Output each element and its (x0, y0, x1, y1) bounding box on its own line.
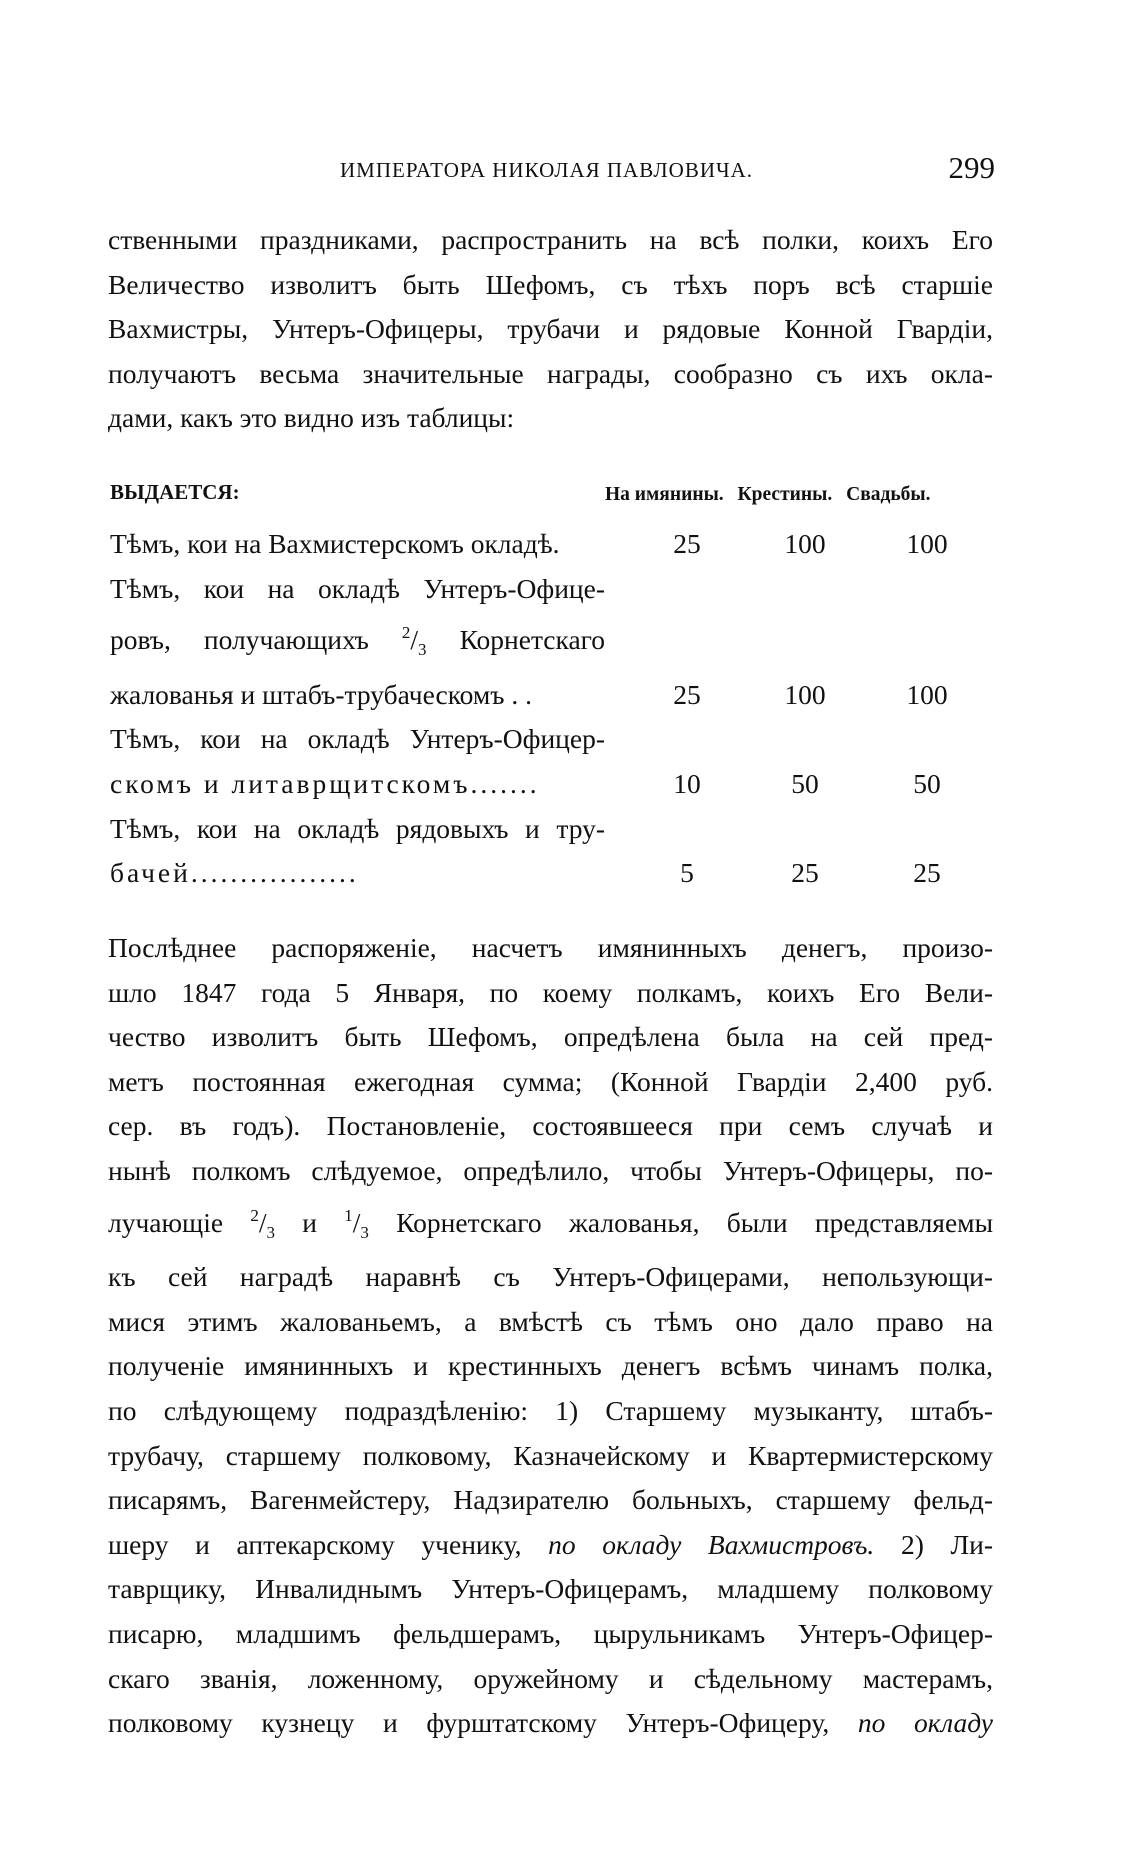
column-header-wedding: Свадьбы. (846, 484, 931, 505)
cell-wedding: 100 (906, 678, 948, 710)
text-line: Вахмистры, Унтеръ-Офицеры, трубачи и рядовые Конной Гвардіи, (108, 313, 993, 345)
text-fragment: лучающіе (108, 1206, 224, 1238)
text-line: шло 1847 года 5 Января, по коему полкамъ, коихъ Его Вели- (108, 976, 993, 1008)
fraction-denominator: 3 (266, 1222, 275, 1242)
row-label (110, 522, 605, 567)
paragraph-intro (108, 218, 993, 441)
cell-wedding: 25 (913, 857, 941, 889)
cell-wedding: 100 (906, 528, 948, 559)
cell-nameday: 5 (680, 857, 694, 889)
row-label-line: Тѣмъ, кои на окладѣ рядовыхъ и тру- (110, 812, 605, 844)
text-line: дами, какъ это видно изъ таблицы: (108, 402, 515, 434)
text-line: таврщику, Инвалиднымъ Унтеръ-Офицерамъ, младшему полковому (108, 1573, 993, 1605)
row-label-line (110, 611, 605, 673)
cell-christening: 50 (791, 767, 819, 799)
row-label (110, 567, 605, 718)
text-line: мися этимъ жалованьемъ, а вмѣстѣ съ тѣмъ оно дало право на (108, 1305, 993, 1337)
cell-wedding: 50 (913, 767, 941, 799)
table-row (110, 567, 985, 718)
text-fragment: и (302, 1206, 317, 1238)
text-fragment: 2) Ли- (900, 1528, 994, 1560)
cell-nameday: 25 (673, 678, 701, 710)
column-header-christening: Крестины. (737, 484, 833, 505)
italic-phrase: по окладу Вахмистровъ. (548, 1528, 875, 1560)
text-fragment: полковому кузнецу и фурштатскому Унтеръ-Офицеру, (108, 1707, 830, 1739)
fraction-numerator: 2 (250, 1205, 259, 1225)
text-line (108, 1194, 993, 1256)
column-header-nameday: На имянины. (605, 484, 724, 505)
paragraph-main (108, 926, 993, 1746)
text-line: нынѣ полкомъ слѣдуемое, опредѣлило, чтобы Унтеръ-Офицеры, по- (108, 1154, 993, 1186)
text-line: чество изволитъ быть Шефомъ, опредѣлена была на сей пред- (108, 1021, 993, 1053)
column-headers (605, 484, 940, 506)
row-label (110, 717, 605, 806)
row-label-fragment: ровъ, получающихъ (110, 624, 369, 656)
table-row (110, 717, 985, 806)
text-line: трубачу, старшему полковому, Казначейскому и Квартермистерскому (108, 1439, 993, 1471)
text-line: скаго званія, ложенному, оружейному и сѣдельному мастерамъ, (108, 1662, 993, 1694)
text-fragment: Корнетскаго жалованья, были представляемы (396, 1206, 994, 1238)
fraction-numerator: 1 (344, 1205, 353, 1225)
text-line: сер. въ годъ). Постановленіе, состоявшееся при семъ случаѣ и (108, 1110, 993, 1142)
cell-christening: 100 (784, 678, 826, 710)
text-line: писарю, младшимъ фельдшерамъ, цырульникамъ Унтеръ-Офицер- (108, 1617, 993, 1649)
text-line: метъ постоянная ежегодная сумма; (Конной Гвардіи 2,400 руб. (108, 1065, 993, 1097)
fraction: $^1/_3$ (344, 1205, 369, 1242)
text-line: писарямъ, Вагенмейстеру, Надзирателю больныхъ, старшему фельд- (108, 1484, 993, 1516)
row-label (110, 807, 605, 896)
row-label-line: жалованья и штабъ-трубаческомъ . . (110, 678, 533, 710)
text-fragment: шеру и аптекарскому ученику, (108, 1528, 522, 1560)
table-row (110, 522, 985, 567)
running-title: ИМПЕРАТОРА НИКОЛАЯ ПАВЛОВИЧА. (340, 158, 754, 182)
text-line: Послѣднее распоряженіе, насчетъ имянинныхъ денегъ, произо- (108, 932, 993, 963)
fraction-denominator: 3 (418, 640, 427, 660)
row-label-line: бачей................. (110, 857, 359, 889)
cell-nameday: 10 (673, 767, 701, 799)
fraction-numerator: 2 (401, 623, 411, 643)
text-line: по слѣдующему подраздѣленію: 1) Старшему музыканту, штабъ- (108, 1394, 993, 1426)
text-line (108, 1701, 993, 1746)
row-label-line: Тѣмъ, кои на окладѣ Унтеръ-Офицер- (110, 723, 605, 755)
row-label-line: Тѣмъ, кои на Вахмистерскомъ окладѣ. (110, 528, 560, 559)
table-row (110, 807, 985, 896)
row-label-line: Тѣмъ, кои на окладѣ Унтеръ-Офице- (110, 572, 605, 604)
cell-christening: 100 (784, 528, 826, 559)
page-number: 299 (948, 150, 995, 185)
text-line: полученіе имянинныхъ и крестинныхъ денегъ всѣмъ чинамъ полка, (108, 1350, 993, 1382)
fraction-denominator: 3 (360, 1222, 369, 1242)
row-label-fragment: Корнетскаго (459, 624, 606, 656)
text-line: получаютъ весьма значительные награды, сообразно съ ихъ окла- (108, 357, 993, 389)
text-line: ственными праздниками, распространить на всѣ полки, коихъ Его (108, 224, 993, 255)
table-header (110, 480, 985, 520)
text-line: Величество изволитъ быть Шефомъ, съ тѣхъ поръ всѣ старшіе (108, 268, 993, 300)
text-line (108, 1523, 993, 1568)
row-label-line: скомъ и литаврщитскомъ....... (110, 767, 540, 799)
cell-nameday: 25 (673, 528, 701, 559)
italic-phrase: по окладу (857, 1707, 993, 1739)
page-header (100, 150, 995, 190)
text-line: къ сей наградѣ наравнѣ съ Унтеръ-Офицерами, непользующи- (108, 1261, 993, 1293)
rewards-table (110, 480, 985, 896)
fraction: $^2/_3$ (401, 623, 427, 660)
fraction: $^2/_3$ (250, 1205, 275, 1242)
table-heading: ВЫДАЕТСЯ: (110, 480, 240, 504)
cell-christening: 25 (791, 857, 819, 889)
